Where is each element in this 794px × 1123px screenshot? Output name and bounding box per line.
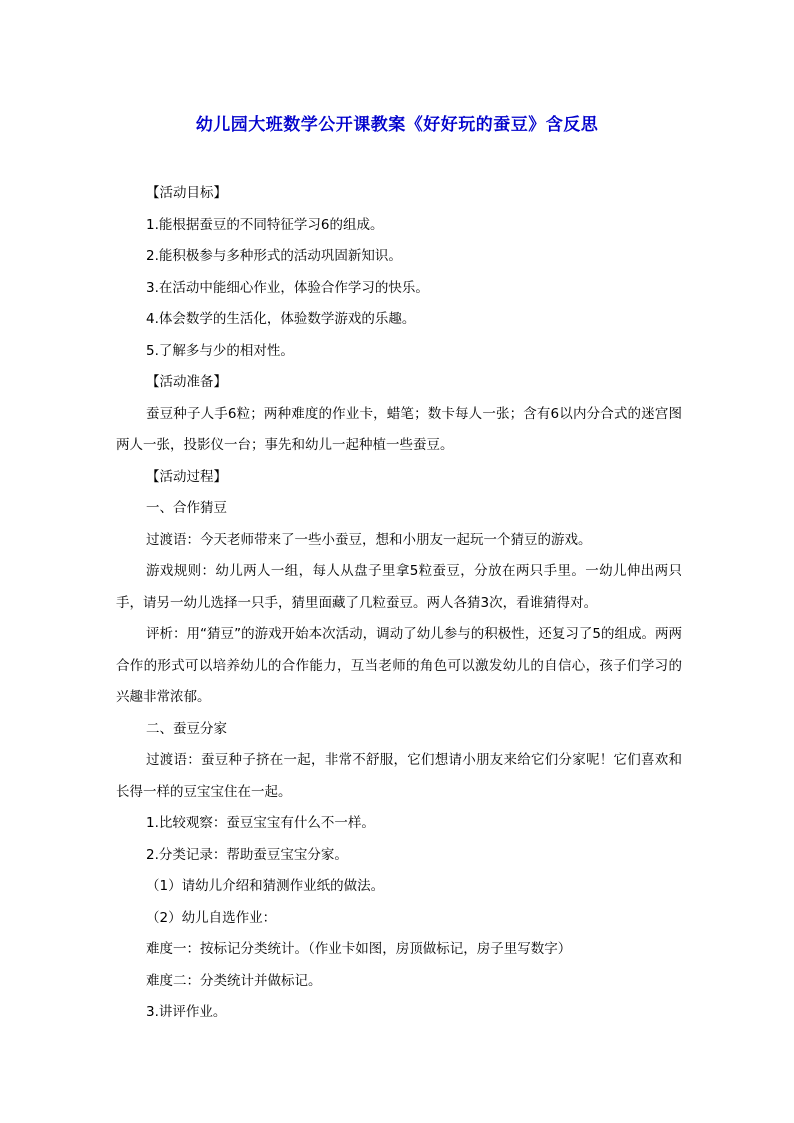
body-paragraph: 过渡语：今天老师带来了一些小蚕豆，想和小朋友一起玩一个猜豆的游戏。 <box>146 531 592 548</box>
step-item: 2.分类记录：帮助蚕豆宝宝分家。 <box>146 846 348 863</box>
subsection-heading: 二、蚕豆分家 <box>146 720 227 737</box>
section-heading-preparation: 【活动准备】 <box>146 374 227 390</box>
section-heading-goals: 【活动目标】 <box>146 185 227 201</box>
preparation-paragraph: 蚕豆种子人手6粒；两种难度的作业卡，蜡笔；数卡每人一张；含有6以内分合式的迷宫图两人一张，投影仪一台；事先和幼儿一起种植一些蚕豆。 <box>116 405 682 453</box>
goal-item: 4.体会数学的生活化，体验数学游戏的乐趣。 <box>146 311 416 327</box>
difficulty-item: 难度一：按标记分类统计。（作业卡如图，房顶做标记，房子里写数字） <box>146 941 572 957</box>
sub-step-item: （1）请幼儿介绍和猜测作业纸的做法。 <box>146 878 385 894</box>
step-item: 3.讲评作业。 <box>146 1004 227 1020</box>
body-paragraph: 游戏规则：幼儿两人一组，每人从盘子里拿5粒蚕豆，分放在两只手里。一幼儿伸出两只手，请另一幼儿选择一只手，猜里面藏了几粒蚕豆。两人各猜3次，看谁猜得对。 <box>116 563 682 611</box>
sub-step-item: （2）幼儿自选作业： <box>146 909 277 926</box>
goal-item: 2.能积极参与多种形式的活动巩固新知识。 <box>146 248 402 264</box>
section-heading-process: 【活动过程】 <box>146 468 227 485</box>
difficulty-item: 难度二：分类统计并做标记。 <box>146 972 322 989</box>
commentary-paragraph: 评析：用“猜豆”的游戏开始本次活动，调动了幼儿参与的积极性，还复习了5的组成。两两合作的形式可以培养幼儿的合作能力，互当老师的角色可以激发幼儿的自信心，孩子们学习的兴趣非常浓郁。 <box>116 626 682 705</box>
document-body <box>116 178 682 1029</box>
goal-item: 1.能根据蚕豆的不同特征学习6的组成。 <box>146 216 384 233</box>
goal-item: 5.了解多与少的相对性。 <box>146 342 294 359</box>
subsection-heading: 一、合作猜豆 <box>146 500 227 516</box>
step-item: 1.比较观察：蚕豆宝宝有什么不一样。 <box>146 815 375 831</box>
goal-item: 3.在活动中能细心作业，体验合作学习的快乐。 <box>146 279 429 296</box>
document-title: 幼儿园大班数学公开课教案《好好玩的蚕豆》含反思 <box>195 115 599 135</box>
body-paragraph: 过渡语：蚕豆种子挤在一起，非常不舒服，它们想请小朋友来给它们分家呢！它们喜欢和长得一样的豆宝宝住在一起。 <box>116 752 682 800</box>
